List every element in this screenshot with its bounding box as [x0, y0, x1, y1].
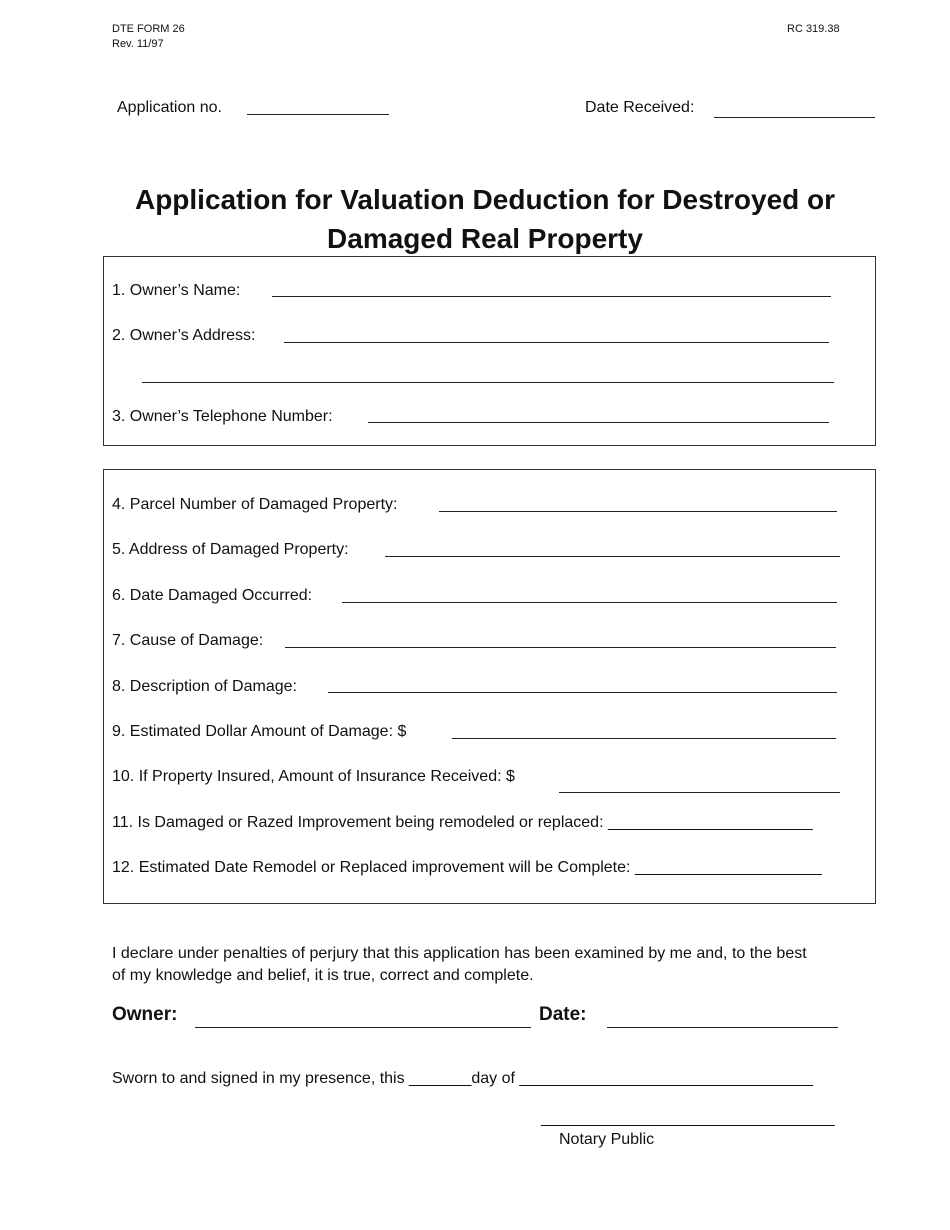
damage-description-label: 8. Description of Damage:: [112, 678, 297, 695]
damage-description-field[interactable]: [328, 692, 837, 693]
owner-signature-label: Owner:: [112, 1004, 178, 1025]
declaration-line2: of my knowledge and belief, it is true, correct and complete.: [112, 967, 534, 984]
owner-address-label: 2. Owner’s Address:: [112, 327, 256, 344]
date-received-field[interactable]: [714, 117, 875, 118]
owner-phone-field[interactable]: [368, 422, 829, 423]
form-code: RC 319.38: [787, 23, 840, 35]
owner-name-label: 1. Owner’s Name:: [112, 282, 241, 299]
application-no-label: Application no.: [117, 99, 222, 116]
declaration-line1: I declare under penalties of perjury that this application has been examined by me and, to the best: [112, 945, 807, 962]
insurance-amount-field[interactable]: [559, 792, 840, 793]
sworn-statement: Sworn to and signed in my presence, this _______day of _________________________________: [112, 1070, 814, 1087]
damage-cause-label: 7. Cause of Damage:: [112, 632, 264, 649]
property-address-label: 5. Address of Damaged Property:: [112, 541, 349, 558]
remodel-status-label: 11. Is Damaged or Razed Improvement being remodeled or replaced: _______________________: [112, 814, 813, 831]
page-title-line1: Application for Valuation Deduction for Destroyed or: [134, 184, 836, 215]
property-address-field[interactable]: [385, 556, 840, 557]
owner-signature-field[interactable]: [195, 1027, 531, 1028]
damage-date-field[interactable]: [342, 602, 837, 603]
form-id: DTE FORM 26: [112, 23, 185, 35]
page-title-line2: Damaged Real Property: [327, 223, 643, 254]
application-no-field[interactable]: [247, 114, 389, 115]
damage-estimate-label: 9. Estimated Dollar Amount of Damage: $: [112, 723, 407, 740]
insurance-amount-label: 10. If Property Insured, Amount of Insurance Received: $: [112, 768, 515, 785]
owner-address-field[interactable]: [284, 342, 829, 343]
completion-date-label: 12. Estimated Date Remodel or Replaced improvement will be Complete: _____________________: [112, 859, 822, 876]
date-received-label: Date Received:: [585, 99, 695, 116]
page-title: [95, 180, 875, 258]
damage-estimate-field[interactable]: [452, 738, 836, 739]
owner-address-line2-field[interactable]: [142, 382, 834, 383]
notary-signature-line[interactable]: _________________________________: [541, 1110, 835, 1127]
signature-date-label: Date:: [539, 1004, 587, 1025]
owner-phone-label: 3. Owner’s Telephone Number:: [112, 408, 333, 425]
owner-name-field[interactable]: [272, 296, 831, 297]
notary-public-label: Notary Public: [559, 1131, 655, 1148]
form-revision: Rev. 11/97: [112, 38, 164, 50]
damage-date-label: 6. Date Damaged Occurred:: [112, 587, 313, 604]
damage-cause-field[interactable]: [285, 647, 836, 648]
declaration-text: [112, 943, 872, 987]
parcel-number-label: 4. Parcel Number of Damaged Property:: [112, 496, 398, 513]
signature-date-field[interactable]: [607, 1027, 838, 1028]
parcel-number-field[interactable]: [439, 511, 837, 512]
